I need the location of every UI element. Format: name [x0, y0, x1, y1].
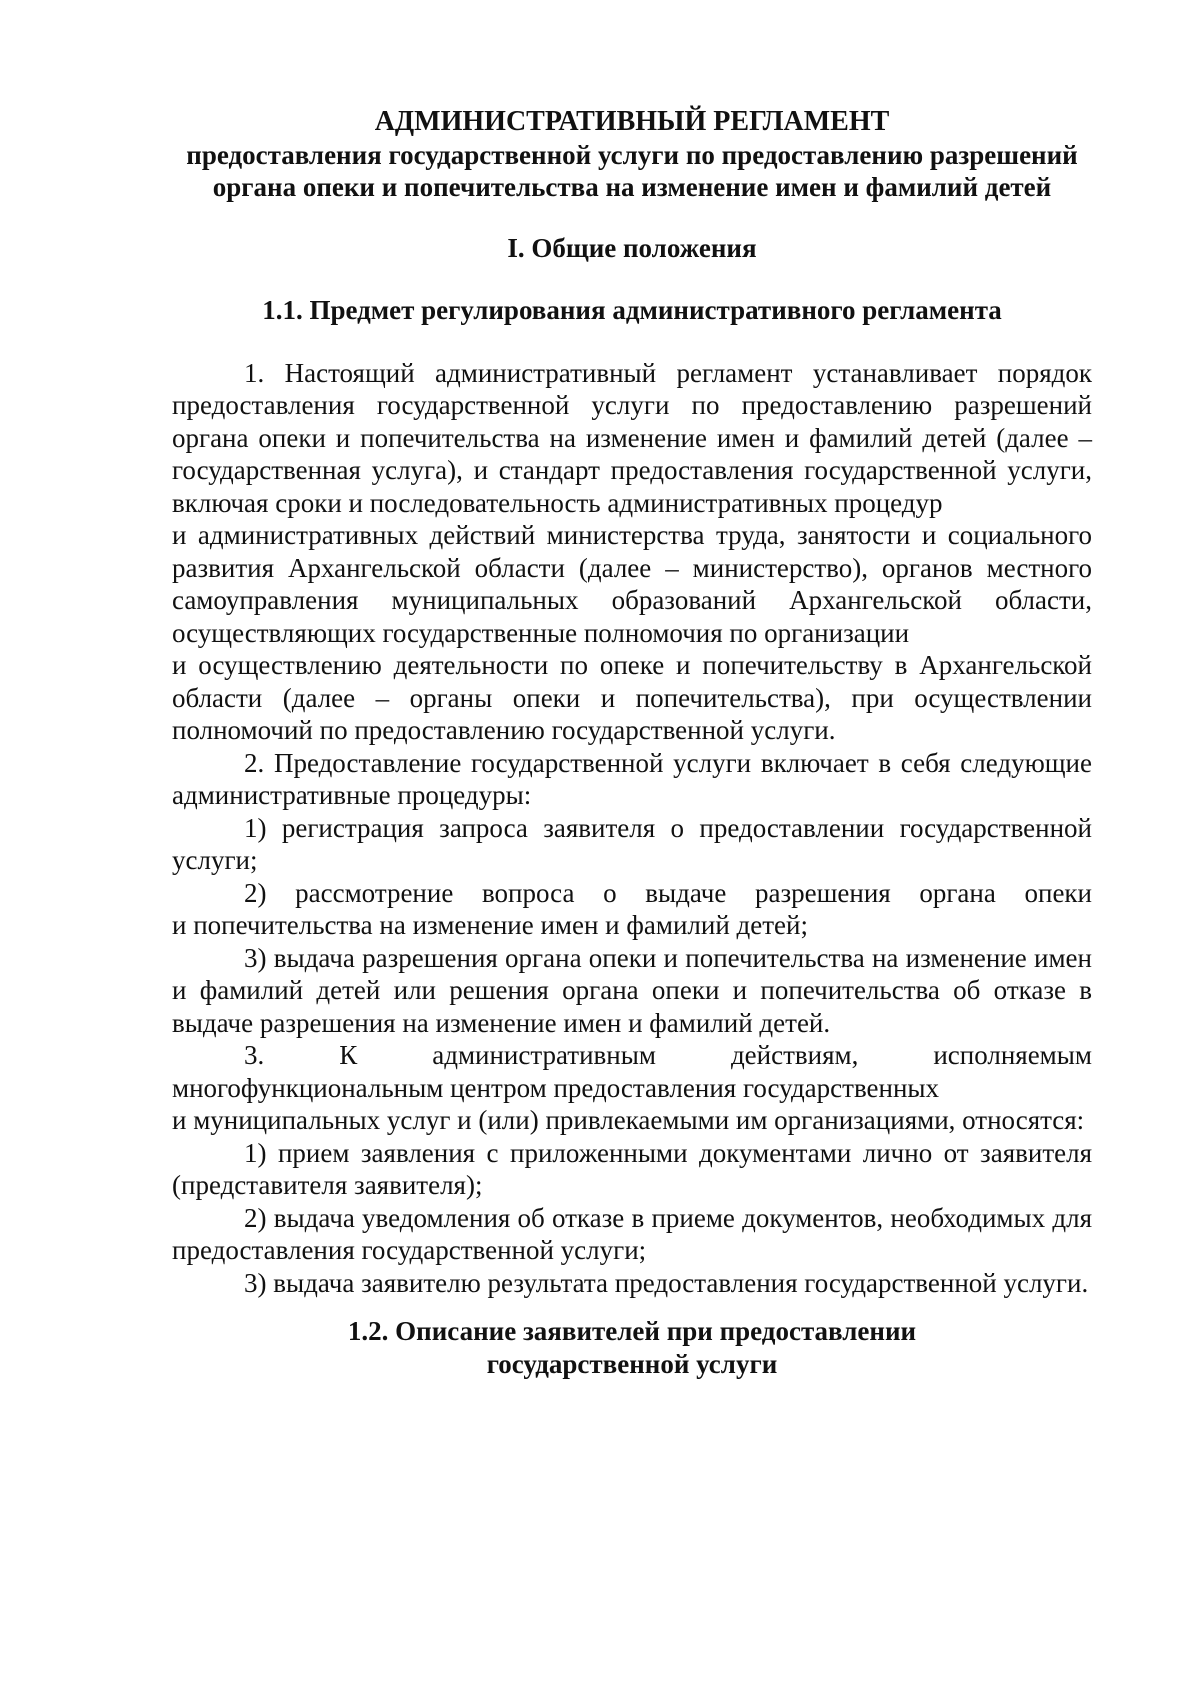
paragraph-1-part-b: и административных действий министерства труда, занятости и социального развития Архангельской области (далее – министерство), органов местного самоуправления муниципальных образований Архангельской области, осуществляющих государственные полномочия по организации — [172, 520, 1092, 648]
paragraph-2-item-2-continued: и попечительства на изменение имен и фамилий детей; — [172, 910, 808, 940]
document-body — [172, 357, 1092, 1300]
subsection-heading-1-2-line-1: 1.2. Описание заявителей при предоставлении — [347, 1316, 917, 1346]
subsection-heading-1-1: 1.1. Предмет регулирования административного регламента — [262, 295, 1002, 325]
document-title — [172, 106, 1092, 204]
paragraph-1-part-c: и осуществлению деятельности по опеке и попечительству в Архангельской области (далее – органы опеки и попечительства), при осуществлении полномочий по предоставлению государственной услуги. — [172, 650, 1092, 745]
section-heading-general: I. Общие положения — [507, 232, 757, 263]
paragraph-2-item-1: 1) регистрация запроса заявителя о предоставлении государственной услуги; — [172, 812, 1092, 875]
paragraph-3-item-2: 2) выдача уведомления об отказе в приеме документов, необходимых для предоставления государственной услуги; — [172, 1202, 1092, 1265]
subsection-heading-1-2 — [172, 1315, 1092, 1380]
paragraph-1-part-a: 1. Настоящий административный регламент устанавливает порядок предоставления государственной услуги по предоставлению разрешений органа опеки и попечительства на изменение имен и фамилий детей (далее – государственная услуга), и стандарт предоставления государственной услуги, включая сроки и последовательность административных процедур — [172, 357, 1092, 518]
title-line-1: АДМИНИСТРАТИВНЫЙ РЕГЛАМЕНТ — [374, 106, 890, 137]
title-line-2: предоставления государственной услуги по предоставлению разрешений — [186, 139, 1078, 170]
paragraph-3-item-3: 3) выдача заявителю результата предоставления государственной услуги. — [244, 1267, 1089, 1298]
paragraph-2: 2. Предоставление государственной услуги включает в себя следующие административные процедуры: — [172, 747, 1092, 810]
subsection-heading-1-2-line-2: государственной услуги — [486, 1348, 778, 1379]
paragraph-2-item-2: 2) рассмотрение вопроса о выдаче разрешения органа опеки — [244, 877, 1092, 908]
title-line-3: органа опеки и попечительства на изменение имен и фамилий детей — [212, 172, 1052, 202]
paragraph-3-part-a: 3. К административным действиям, исполняемым многофункциональным центром предоставления государственных — [172, 1040, 1092, 1103]
paragraph-3-part-b: и муниципальных услуг и (или) привлекаемыми им организациями, относятся: — [172, 1105, 1085, 1135]
paragraph-2-item-3: 3) выдача разрешения органа опеки и попечительства на изменение имен и фамилий детей или решения органа опеки и попечительства об отказе в выдаче разрешения на изменение имен и фамилий детей. — [172, 942, 1092, 1038]
paragraph-3-item-1: 1) прием заявления с приложенными документами лично от заявителя (представителя заявителя); — [172, 1137, 1092, 1200]
